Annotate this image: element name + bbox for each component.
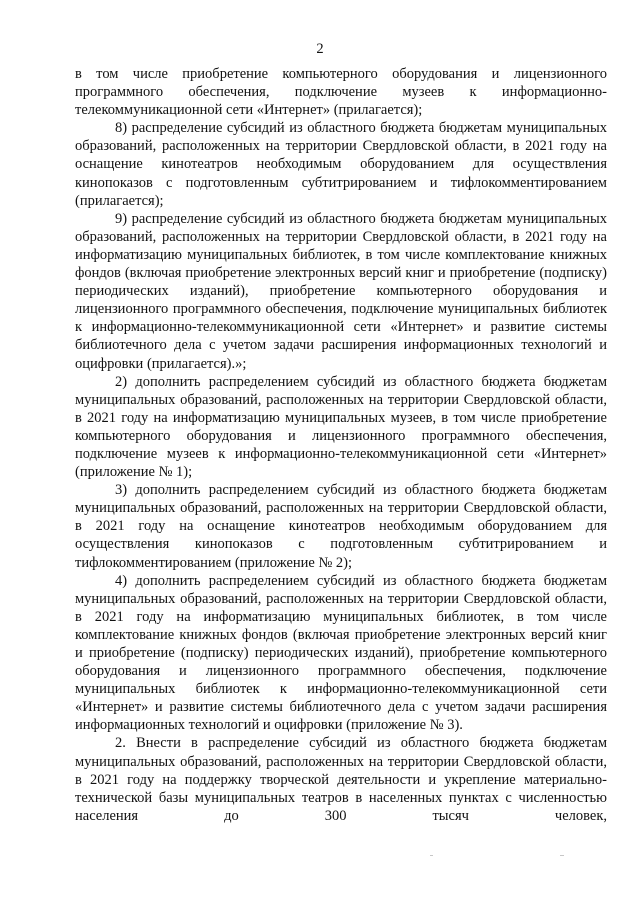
page-number: 2 [316,41,324,57]
document-body [75,65,607,825]
paragraph-amendment-2: 2) дополнить распределением субсидий из областного бюджета бюджетам муниципальных образований, расположенных на территории Свердловской области, в 2021 году на информатизацию муниципальных музеев, в том числе приобретение компьютерного оборудования и лицензионного программного обеспечения, подключение музеев к информационно-телекоммуникационной сети «Интернет» (приложение № 1); [75,373,607,481]
paragraph-section-2: 2. Внести в распределение субсидий из областного бюджета бюджетам муниципальных образований, расположенных на территории Свердловской области, в 2021 году на поддержку творческой деятельности и укрепление материально-технической базы муниципальных театров в населенных пунктах с численностью населения до 300 тысяч человек, [75,735,607,824]
paragraph-amendment-4: 4) дополнить распределением субсидий из областного бюджета бюджетам муниципальных образований, расположенных на территории Свердловской области, в 2021 году на информатизацию муниципальных библиотек, в том числе комплектование книжных фондов (включая приобретение электронных версий книг и приобретение (подписку) периодических изданий), приобретение компьютерного оборудования и лицензионного программного обеспечения, подключение муниципальных библиотек к информационно-телекоммуникационной сети «Интернет» и развитие системы библиотечного дела с учетом задачи расширения информационных технологий и оцифровки (приложение № 3). [75,572,607,734]
scan-speck [560,855,564,856]
scan-artifacts [430,855,590,859]
paragraph-item-8: 8) распределение субсидий из областного бюджета бюджетам муниципальных образований, расположенных на территории Свердловской области, в 2021 году на оснащение кинотеатров необходимым оборудованием для осуществления кинопоказов с подготовленным субтитрированием и тифлокомментированием (прилагается); [75,120,607,209]
scan-speck [430,855,433,856]
paragraph-item-9: 9) распределение субсидий из областного бюджета бюджетам муниципальных образований, расположенных на территории Свердловской области, в 2021 году на информатизацию муниципальных библиотек, в том числе комплектование книжных фондов (включая приобретение электронных версий книг и приобретение (подписку) периодических изданий), приобретение компьютерного оборудования и лицензионного программного обеспечения, подключение муниципальных библиотек к информационно-телекоммуникационной сети «Интернет» и развитие системы библиотечного дела с учетом задачи расширения информационных технологий и оцифровки (прилагается).»; [75,210,607,372]
paragraph-continuation: в том числе приобретение компьютерного оборудования и лицензионного программного обеспечения, подключение музеев к информационно-телекоммуникационной сети «Интернет» (прилагается); [75,66,607,119]
paragraph-amendment-3: 3) дополнить распределением субсидий из областного бюджета бюджетам муниципальных образований, расположенных на территории Свердловской области, в 2021 году на оснащение кинотеатров необходимым оборудованием для осуществления кинопоказов с подготовленным субтитрированием и тифлокомментированием (приложение № 2); [75,482,607,571]
